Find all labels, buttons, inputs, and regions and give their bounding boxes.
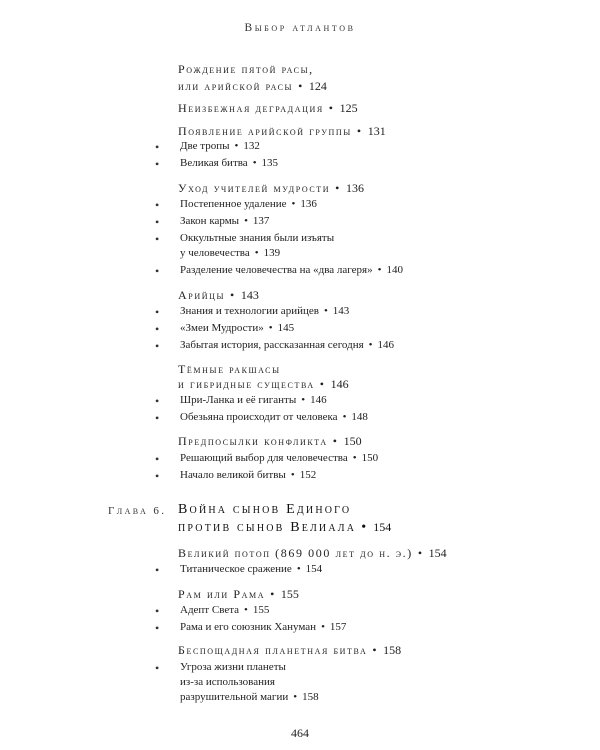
toc-title: или арийской расы [178, 79, 294, 93]
toc-section-rozhdenie [178, 62, 314, 77]
separator-dot: • [321, 621, 325, 633]
separator-dot: • [323, 305, 328, 317]
toc-subsection-zakon-karmy [180, 215, 269, 227]
toc-title: Рама и его союзник Хануман [180, 621, 317, 633]
toc-page: 146 [310, 394, 327, 406]
separator-dot: • [298, 79, 304, 93]
bullet-icon: • [155, 198, 160, 212]
separator-dot: • [301, 394, 306, 406]
running-head: Выбор атлантов [244, 22, 356, 34]
toc-title: Арийцы [178, 288, 226, 302]
toc-page: 150 [343, 434, 362, 448]
toc-title: у человечества [180, 247, 250, 259]
toc-subsection-razdelenie [180, 264, 403, 276]
bullet-icon: • [155, 140, 160, 154]
toc-subsection-dve-tropy [180, 140, 260, 152]
toc-title: Адепт Света [180, 604, 240, 616]
toc-page: 131 [367, 124, 386, 138]
separator-dot: • [244, 604, 248, 616]
toc-title: Начало великой битвы [180, 469, 286, 481]
toc-page: 146 [377, 339, 395, 351]
bullet-icon: • [155, 563, 160, 577]
toc-section-besposhchadnaya [178, 643, 401, 658]
toc-page: 157 [329, 621, 347, 633]
toc-page: 150 [361, 452, 379, 464]
bullet-icon: • [155, 621, 160, 635]
toc-title: против сынов Велиала [178, 520, 357, 535]
bullet-icon: • [155, 661, 160, 675]
toc-section-poyavlenie [178, 124, 386, 139]
toc-title: Закон кармы [180, 215, 240, 227]
toc-section-potop [178, 546, 447, 561]
toc-title: Обезьяна происходит от человека [180, 411, 338, 423]
separator-dot: • [368, 339, 373, 351]
separator-dot: • [417, 546, 424, 560]
bullet-icon: • [155, 469, 160, 483]
bullet-icon: • [155, 394, 160, 408]
toc-title: Постепенное удаление [180, 198, 287, 210]
bullet-icon: • [155, 604, 160, 618]
bullet-icon: • [155, 232, 160, 246]
toc-page: 136 [345, 181, 364, 195]
separator-dot: • [335, 181, 341, 195]
toc-subsection-rama-hanuman [180, 621, 346, 633]
toc-title: «Змеи Мудрости» [180, 322, 264, 334]
toc-page: 132 [243, 140, 260, 152]
toc-page: 158 [383, 643, 402, 657]
toc-section-rakshasy [178, 362, 281, 377]
toc-title: Решающий выбор для человечества [180, 452, 348, 464]
separator-dot: • [268, 322, 273, 334]
toc-page: 136 [300, 198, 317, 210]
toc-subsection-nachalo [180, 469, 316, 481]
toc-title: Шри-Ланка и её гиганты [180, 394, 297, 406]
separator-dot: • [270, 587, 276, 601]
bullet-icon: • [155, 157, 160, 171]
toc-page: 154 [428, 546, 447, 560]
toc-page: 143 [240, 288, 259, 302]
toc-subsection-zmei [180, 322, 294, 334]
toc-page: 137 [252, 215, 270, 227]
toc-subsection-ugroza-cont [180, 676, 275, 688]
separator-dot: • [234, 140, 239, 152]
toc-page: 148 [351, 411, 368, 423]
toc-subsection-obezyana [180, 411, 368, 423]
toc-subsection-okkult-cont [180, 247, 280, 259]
toc-page: 143 [332, 305, 350, 317]
toc-title: Разделение человечества на «два лагеря» [180, 264, 373, 276]
toc-section-ukhod [178, 181, 364, 196]
toc-subsection-udalenie [180, 198, 317, 210]
toc-subsection-zabytaya [180, 339, 394, 351]
separator-dot: • [230, 288, 236, 302]
toc-title: Знания и технологии арийцев [180, 305, 319, 317]
toc-page: 158 [302, 691, 319, 703]
toc-title: Предпосылки конфликта [178, 434, 328, 448]
separator-dot: • [356, 124, 363, 138]
toc-title: Угроза жизни планеты [180, 661, 286, 673]
toc-page: 152 [299, 469, 317, 481]
toc-title: Тёмные ракшасы [178, 362, 281, 376]
bullet-icon: • [155, 322, 160, 336]
toc-subsection-znaniya [180, 305, 349, 317]
toc-section-rozhdenie-cont [178, 79, 327, 94]
toc-subsection-ugroza-cont [180, 691, 319, 703]
toc-section-ram [178, 587, 299, 602]
toc-title: Две тропы [180, 140, 230, 152]
toc-title: Рам или Рама [178, 587, 266, 601]
toc-page: 154 [305, 563, 323, 575]
toc-subsection-shri-lanka [180, 394, 327, 406]
toc-section-predposylki [178, 434, 362, 449]
toc-page: 140 [386, 264, 403, 276]
bullet-icon: • [155, 305, 160, 319]
toc-chapter-title-cont [178, 520, 391, 536]
toc-page: 124 [308, 79, 327, 93]
toc-page: 146 [330, 377, 349, 391]
toc-page: 125 [339, 101, 358, 115]
toc-subsection-ugroza [180, 661, 286, 673]
separator-dot: • [372, 643, 379, 657]
toc-subsection-titanicheskoe [180, 563, 322, 575]
toc-title: Забытая история, рассказанная сегодня [180, 339, 364, 351]
separator-dot: • [328, 101, 335, 115]
toc-page: 135 [261, 157, 279, 169]
separator-dot: • [293, 691, 298, 703]
separator-dot: • [252, 157, 257, 169]
toc-section-degradatsiya [178, 101, 358, 116]
toc-subsection-velikaya-bitva [180, 157, 278, 169]
separator-dot: • [254, 247, 259, 259]
toc-title: Великая битва [180, 157, 248, 169]
toc-page: 155 [252, 604, 270, 616]
page-number: 464 [291, 726, 309, 740]
separator-dot: • [377, 264, 382, 276]
toc-chapter-title [178, 502, 351, 518]
toc-title: Уход учителей мудрости [178, 181, 331, 195]
bullet-icon: • [155, 264, 160, 278]
toc-title: из-за использования [180, 676, 275, 688]
bullet-icon: • [155, 339, 160, 353]
toc-title: разрушительной магии [180, 691, 289, 703]
toc-page: 139 [263, 247, 281, 259]
toc-page: 154 [373, 520, 392, 534]
separator-dot: • [291, 198, 296, 210]
toc-subsection-reshayushchiy [180, 452, 378, 464]
separator-dot: • [290, 469, 295, 481]
toc-subsection-okkult [180, 232, 334, 244]
bullet-icon: • [155, 215, 160, 229]
bullet-icon: • [155, 452, 160, 466]
separator-dot: • [361, 520, 369, 535]
toc-section-ariytsy [178, 288, 259, 303]
toc-title: Беспощадная планетная битва [178, 643, 368, 657]
separator-dot: • [244, 215, 248, 227]
toc-page: 145 [277, 322, 295, 334]
toc-title: и гибридные существа [178, 377, 315, 391]
separator-dot: • [296, 563, 301, 575]
bullet-icon: • [155, 411, 160, 425]
toc-title: Неизбежная деградация [178, 101, 324, 115]
toc-title: Великий потоп (869 000 лет до н. э.) [178, 546, 413, 560]
toc-subsection-adept [180, 604, 269, 616]
toc-title: Титаническое сражение [180, 563, 292, 575]
toc-title: Оккультные знания были изъяты [180, 232, 335, 244]
toc-section-rakshasy-cont [178, 377, 349, 392]
separator-dot: • [332, 434, 339, 448]
toc-title: Появление арийской группы [178, 124, 352, 138]
chapter-label: Глава 6. [108, 505, 167, 517]
separator-dot: • [352, 452, 357, 464]
separator-dot: • [342, 411, 347, 423]
toc-page: 155 [280, 587, 299, 601]
toc-title: Рождение пятой расы, [178, 62, 314, 76]
separator-dot: • [319, 377, 326, 391]
toc-title: Война сынов Единого [178, 502, 352, 517]
